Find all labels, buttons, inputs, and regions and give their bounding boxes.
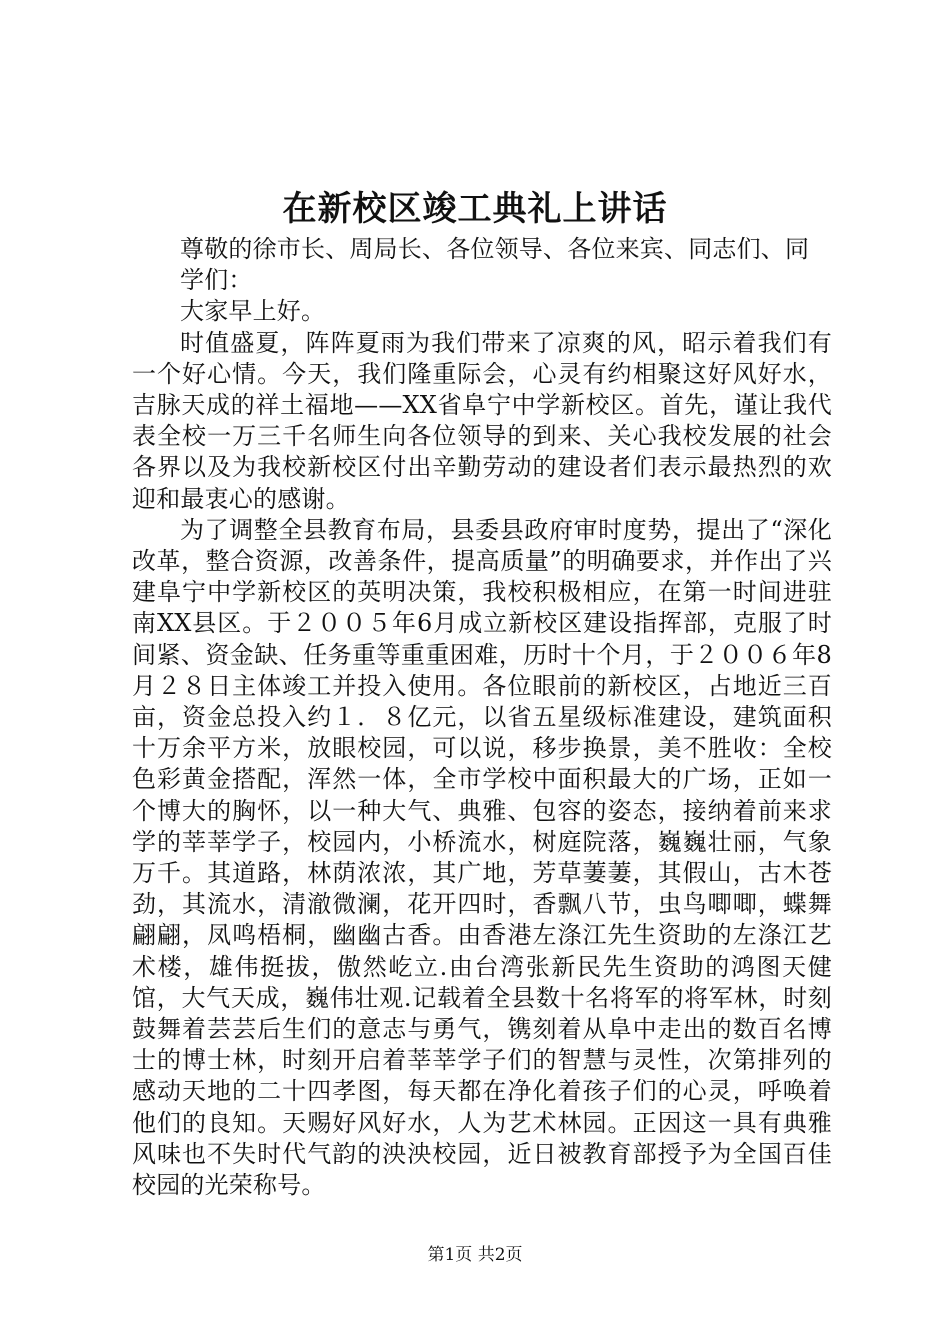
document-body xyxy=(132,234,832,1201)
paragraph-opening: 时值盛夏，阵阵夏雨为我们带来了凉爽的风，昭示着我们有一个好心情。今天，我们隆重际会，心灵有约相聚这好风好水，吉脉天成的祥土福地——XX省阜宁中学新校区。首先，谨让我代表全校一万三千名师生向各位领导的到来、关心我校发展的社会各界以及为我校新校区付出辛勤劳动的建设者们表示最热烈的欢迎和最衷心的感谢。 xyxy=(132,328,832,513)
greeting: 大家早上好。 xyxy=(180,297,326,326)
document-title: 在新校区竣工典礼上讲话 xyxy=(282,189,668,229)
paragraph-campus: 为了调整全县教育布局，县委县政府审时度势，提出了“深化改革，整合资源，改善条件，提高质量”的明确要求，并作出了兴建阜宁中学新校区的英明决策，我校积极相应，在第一时间进驻南XX县区。于２００５年6月成立新校区建设指挥部，克服了时间紧、资金缺、任务重等重重困难，历时十个月，于２００６年8月２８日主体竣工并投入使用。各位眼前的新校区，占地近三百亩，资金总投入约１．８亿元，以省五星级标准建设，建筑面积十万余平方米，放眼校园，可以说，移步换景，美不胜收：全校色彩黄金搭配，浑然一体，全市学校中面积最大的广场，正如一个博大的胸怀，以一种大气、典雅、包容的姿态，接纳着前来求学的莘莘学子，校园内，小桥流水，树庭院落，巍巍壮丽，气象万千。其道路，林荫浓浓，其广地，芳草萋萋，其假山，古木苍劲，其流水，清澈微澜，花开四时，香飘八节，虫鸟唧唧，蝶舞翩翩，凤鸣梧桐，幽幽古香。由香港左涤江先生资助的左涤江艺术楼，雄伟挺拔，傲然屹立.由台湾张新民先生资助的鸿图天健馆，大气天成，巍伟壮观.记载着全县数十名将军的将军林，时刻鼓舞着芸芸后生们的意志与勇气，镌刻着从阜中走出的数百名博士的博士林，时刻开启着莘莘学子们的智慧与灵性，次第排列的感动天地的二十四孝图，每天都在净化着孩子们的心灵，呼唤着他们的良知。天赐好风好水，人为艺术林园。正因这一具有典雅风味也不失时代气韵的泱泱校园，近日被教育部授予为全国百佳校园的光荣称号。 xyxy=(132,515,832,1200)
page-footer: 第1页 共2页 xyxy=(427,1245,523,1265)
salutation: 尊敬的徐市长、周局长、各位领导、各位来宾、同志们、同学们： xyxy=(180,235,810,295)
